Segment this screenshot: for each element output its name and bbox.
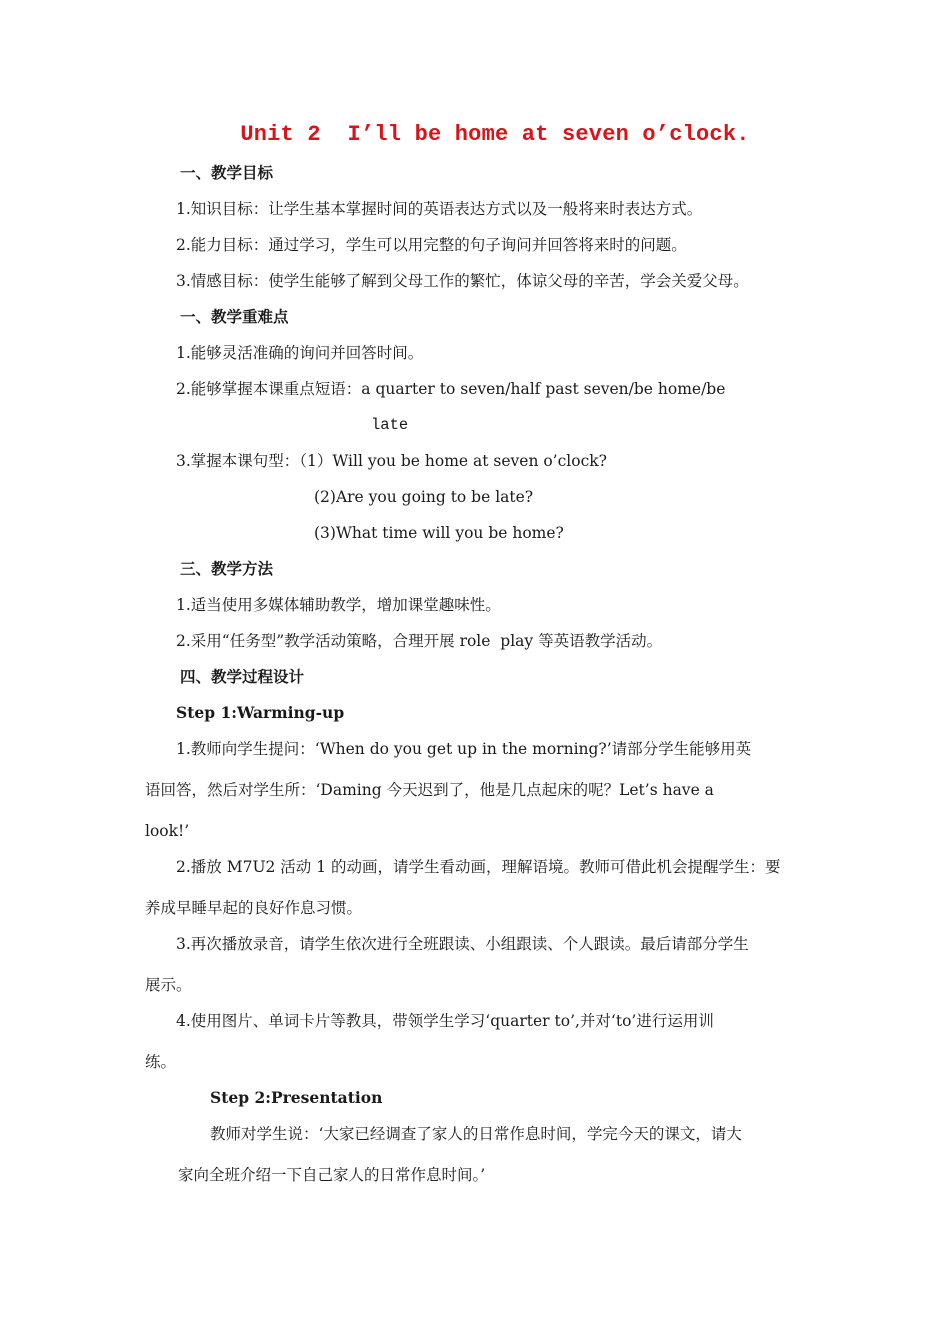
- section-heading-process: 四、教学过程设计: [180, 667, 305, 686]
- objective-ability: 2.能力目标：通过学习，学生可以用完整的句子询问并回答将来时的问题。: [176, 236, 687, 254]
- step-1-para-2-line-1: 2.播放 M7U2 活动 1 的动画，请学生看动画，理解语境。教师可借此机会提醒学生：要: [176, 858, 781, 876]
- document-title: Unit 2 I’ll be home at seven o’clock.: [240, 122, 750, 147]
- key-point-3-sentence-3: (3)What time will you be home?: [314, 524, 564, 542]
- method-2: 2.采用“任务型”教学活动策略，合理开展 role play 等英语教学活动。: [176, 632, 663, 650]
- step-1-para-2-line-2: 养成早睡早起的良好作息习惯。: [145, 899, 363, 917]
- step-2-para-line-1: 教师对学生说：‘大家已经调查了家人的日常作息时间，学完今天的课文，请大: [210, 1125, 742, 1143]
- section-heading-methods: 三、教学方法: [180, 559, 274, 578]
- key-point-3: 3.掌握本课句型：（1）Will you be home at seven o’clock?: [176, 452, 607, 470]
- key-point-2: 2.能够掌握本课重点短语：a quarter to seven/half past seven/be home/be: [176, 380, 726, 398]
- key-point-1: 1.能够灵活准确的询问并回答时间。: [176, 344, 424, 362]
- step-1-para-4-line-2: 练。: [145, 1053, 177, 1071]
- section-heading-objectives: 一、教学目标: [180, 163, 274, 182]
- objective-knowledge: 1.知识目标：让学生基本掌握时间的英语表达方式以及一般将来时表达方式。: [176, 200, 703, 218]
- step-1-heading: Step 1:Warming-up: [176, 703, 345, 722]
- key-point-2-continued: late: [371, 416, 409, 434]
- step-1-para-4-line-1: 4.使用图片、单词卡片等教具，带领学生学习‘quarter to’,并对‘to’进行运用训: [176, 1012, 714, 1030]
- objective-emotion: 3.情感目标：使学生能够了解到父母工作的繁忙，体谅父母的辛苦，学会关爱父母。: [176, 272, 749, 290]
- step-1-para-3-line-1: 3.再次播放录音，请学生依次进行全班跟读、小组跟读、个人跟读。最后请部分学生: [176, 935, 749, 953]
- key-point-3-sentence-2: (2)Are you going to be late?: [314, 488, 534, 506]
- step-1-para-1-line-2: 语回答，然后对学生所：‘Daming 今天迟到了，他是几点起床的呢？Let’s have a: [145, 781, 714, 799]
- section-heading-key-points: 一、教学重难点: [180, 307, 289, 326]
- step-1-para-1-line-3: look!’: [145, 822, 190, 840]
- step-2-heading: Step 2:Presentation: [210, 1088, 383, 1107]
- step-1-para-3-line-2: 展示。: [145, 976, 192, 994]
- step-2-para-line-2: 家向全班介绍一下自己家人的日常作息时间。’: [178, 1166, 486, 1184]
- method-1: 1.适当使用多媒体辅助教学，增加课堂趣味性。: [176, 596, 501, 614]
- step-1-para-1-line-1: 1.教师向学生提问：‘When do you get up in the morning?’请部分学生能够用英: [176, 740, 752, 758]
